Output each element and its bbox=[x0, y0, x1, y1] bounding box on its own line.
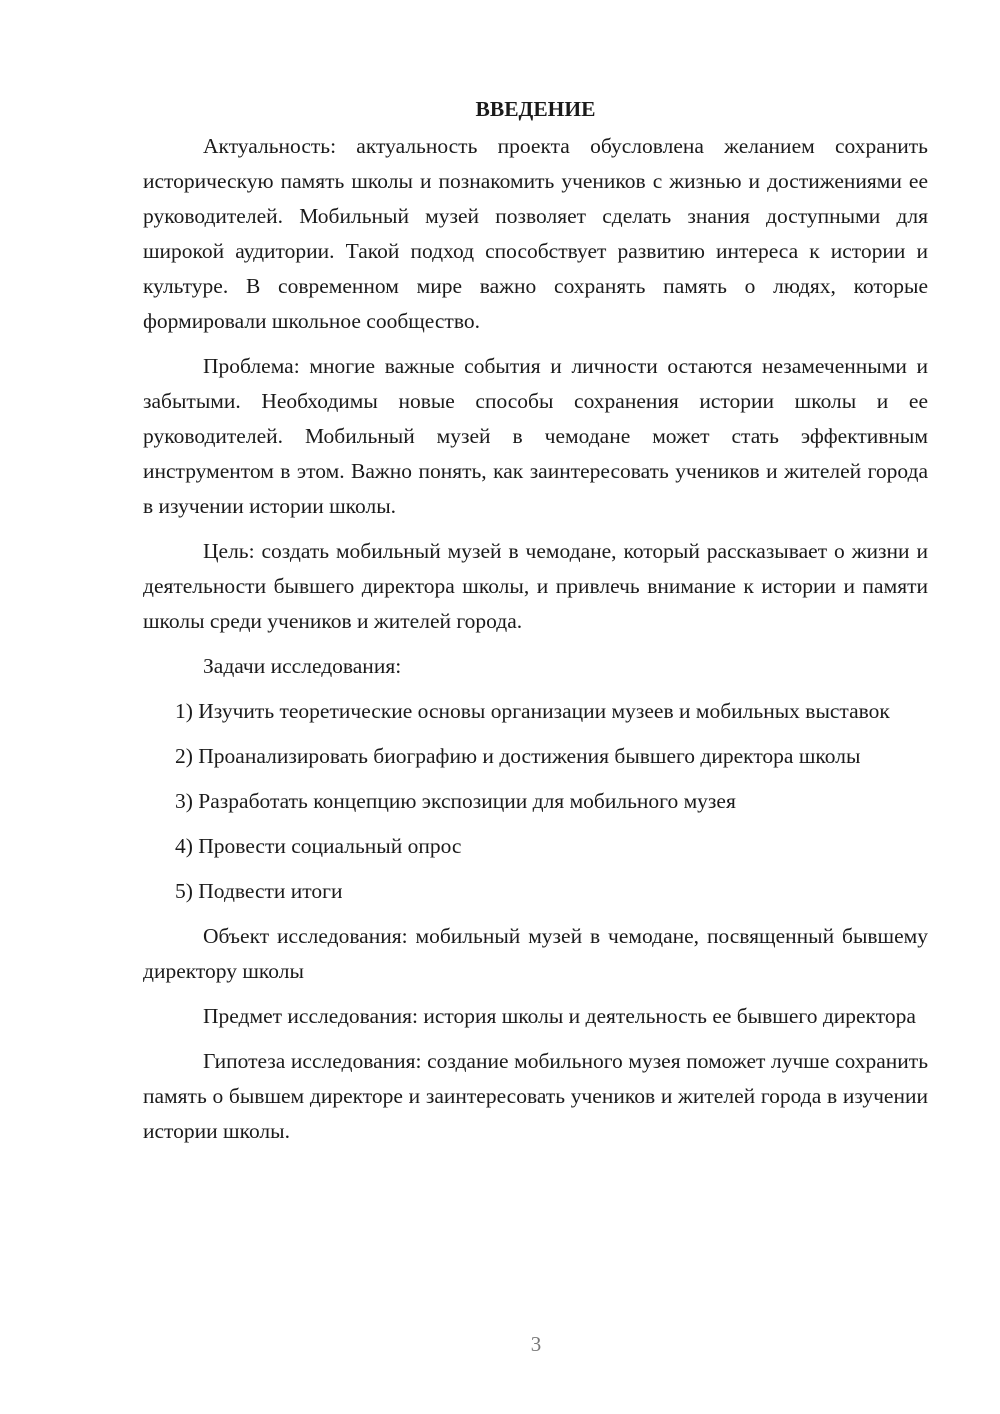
tasks-list bbox=[143, 694, 928, 909]
tasks-heading: Задачи исследования: bbox=[203, 654, 402, 678]
list-item: 4) Провести социальный опрос bbox=[175, 834, 462, 858]
list-item: 5) Подвести итоги bbox=[175, 879, 343, 903]
relevance-paragraph: Актуальность: актуальность проекта обусловлена желанием сохранить историческую память школы и познакомить учеников с жизнью и достижениями ее руководителей. Мобильный музей позволяет сделать знания доступными для широкой аудитории. Такой подход способствует развитию интереса к истории и культуре. В современном мире важно сохранять память о людях, которые формировали школьное сообщество. bbox=[143, 134, 928, 333]
hypothesis-paragraph: Гипотеза исследования: создание мобильного музея поможет лучше сохранить память о бывшем директоре и заинтересовать учеников и жителей города в изучении истории школы. bbox=[143, 1049, 928, 1143]
list-item: 3) Разработать концепцию экспозиции для мобильного музея bbox=[175, 789, 736, 813]
list-item: 1) Изучить теоретические основы организации музеев и мобильных выставок bbox=[175, 699, 890, 723]
page-number: 3 bbox=[530, 1332, 542, 1356]
page-title: ВВЕДЕНИЕ bbox=[475, 97, 596, 121]
problem-paragraph: Проблема: многие важные события и личности остаются незамеченными и забытыми. Необходимы новые способы сохранения истории школы и ее руководителей. Мобильный музей в чемодане может стать эффективным инструментом в этом. Важно понять, как заинтересовать учеников и жителей города в изучении истории школы. bbox=[143, 354, 928, 518]
goal-paragraph: Цель: создать мобильный музей в чемодане, который рассказывает о жизни и деятельности бывшего директора школы, и привлечь внимание к истории и памяти школы среди учеников и жителей города. bbox=[143, 539, 928, 633]
object-paragraph: Объект исследования: мобильный музей в чемодане, посвященный бывшему директору школы bbox=[143, 924, 928, 983]
document-page bbox=[143, 92, 928, 1159]
list-item: 2) Проанализировать биографию и достижения бывшего директора школы bbox=[175, 744, 861, 768]
subject-paragraph: Предмет исследования: история школы и деятельность ее бывшего директора bbox=[203, 1004, 916, 1028]
